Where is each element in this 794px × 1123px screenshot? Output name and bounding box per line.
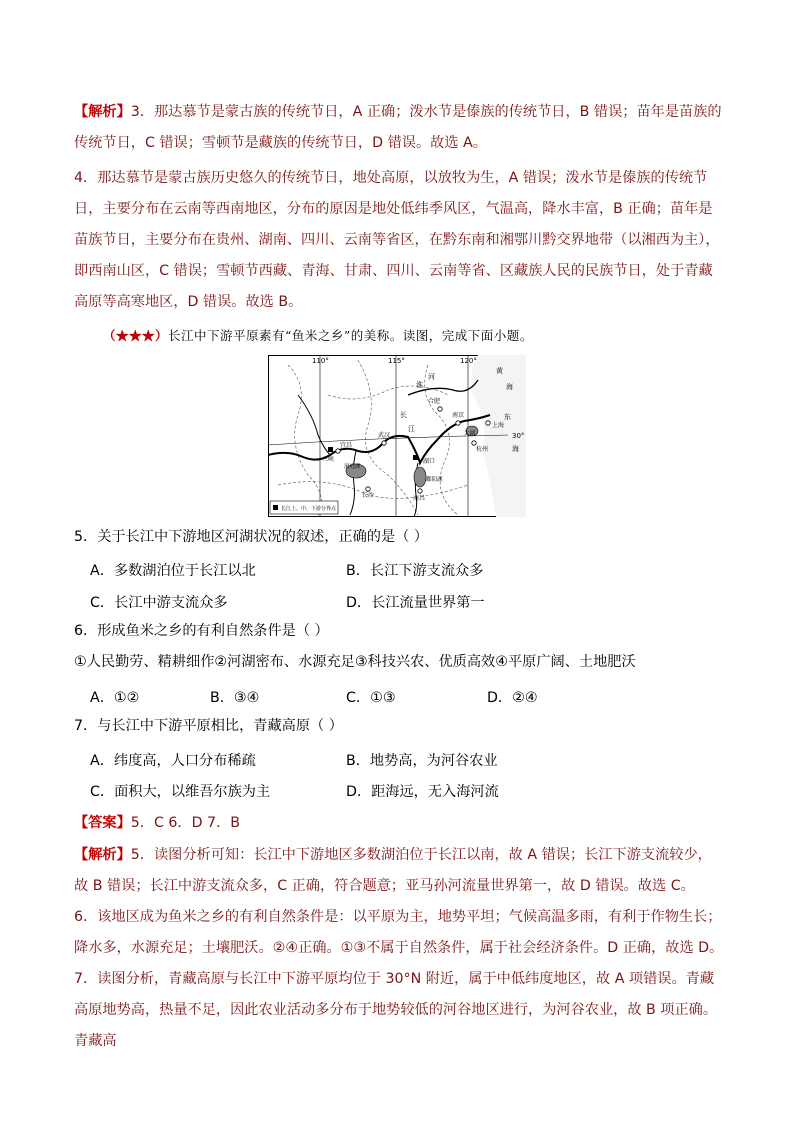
map-legend-text: 长江上、中、下游分界点 [281, 506, 337, 512]
q7-option-c[interactable]: C．面积大，以维吾尔族为主 [90, 784, 271, 800]
question-intro [103, 326, 533, 344]
q7-option-d[interactable]: D．距海远，无入海河流 [346, 784, 499, 800]
map-river-he: 河 [428, 373, 435, 381]
map-sea-hai-1: 海 [506, 383, 513, 391]
map-sea-hai-2: 海 [512, 445, 519, 453]
map-river-jiang: 江 [408, 425, 415, 433]
q7-option-b[interactable]: B．地势高，为河谷农业 [346, 753, 498, 769]
q6-option-d[interactable]: D．②④ [487, 690, 538, 706]
question-6-stem: 6．形成鱼米之乡的有利自然条件是（ ） [74, 623, 329, 639]
answer-tag: 【答案】 [74, 815, 131, 831]
answer-line [74, 808, 724, 839]
q5-option-b[interactable]: B．长江下游支流众多 [346, 563, 484, 579]
map-river-chang: 长 [400, 411, 407, 419]
yangtze-map [268, 355, 526, 517]
q6-option-b[interactable]: B．③④ [210, 690, 260, 706]
map-river-huai: 淮 [416, 381, 423, 389]
intro-text: 长江中下游平原素有“鱼米之乡”的美称。读图，完成下面小题。 [168, 328, 533, 343]
map-lake-taihu: 太湖 [464, 431, 476, 437]
map-city-hefei: 合肥 [428, 398, 441, 405]
q7-option-a[interactable]: A．纬度高，人口分布稀疏 [90, 753, 256, 769]
map-lake-poyang: 鄱阳湖 [426, 477, 443, 483]
map-city-yichang: 宜昌 [340, 442, 353, 449]
analysis-text-5: 5．读图分析可知：长江中下游地区多数湖泊位于长江以南，故 A 错误；长江下游支流较少，故 B 错误；长江中游支流众多，C 正确，符合题意；亚马孙河流量世界第一，故 D 错误。故选 C。 [74, 847, 712, 894]
map-lon-120: 120° [460, 357, 477, 365]
q6-option-c[interactable]: C．①③ [346, 690, 396, 706]
map-sea-dong: 东 [504, 413, 511, 421]
map-lake-dongting: 洞庭湖 [344, 464, 361, 470]
analysis-tag: 【解析】 [74, 104, 131, 120]
q5-option-c[interactable]: C．长江中游支流众多 [90, 595, 228, 611]
analysis-paragraph-3 [74, 97, 724, 159]
analysis-text-3: 3．那达慕节是蒙古族的传统节日，A 正确；泼水节是傣族的传统节日，B 错误；苗年是苗族的传统节日，C 错误；雪顿节是藏族的传统节日，D 错误。故选 A。 [74, 104, 722, 151]
map-city-changsha: 长沙 [362, 492, 375, 499]
difficulty-stars: （★★★） [103, 328, 169, 343]
analysis-paragraph-6: 6．该地区成为鱼米之乡的有利自然条件是：以平原为主，地势平坦；气候高温多雨，有利于作物生长；降水多，水源充足；土壤肥沃。②④正确。①③不属于自然条件，属于社会经济条件。D 正确，故选 D。 [74, 909, 724, 956]
question-5-stem: 5．关于长江中下游地区河湖状况的叙述，正确的是（ ） [74, 529, 429, 545]
map-hukou: 湖口 [423, 458, 436, 465]
analysis-paragraph-4: 4．那达慕节是蒙古族历史悠久的传统节日，地处高原，以放牧为生，A 错误；泼水节是傣族的传统节日，主要分布在云南等西南地区，分布的原因是地处低纬季风区，气温高，降水丰富，B 正确；苗年是苗族节日，主要分布在贵州、湖南、四川、云南等省区，在黔东南和湘鄂川黔交界地带（以湘西为主），即西南山区，C 错误；雪顿节西藏、青海、甘肃、四川、云南等省、区藏族人民的民族节日，处于青藏高原等高寒地区，D 错误。故选 B。 [74, 170, 720, 310]
map-lat-30: 30° [512, 432, 525, 440]
q6-option-a[interactable]: A．①② [90, 690, 140, 706]
map-lon-115: 115° [388, 357, 405, 365]
analysis-tag-bottom: 【解析】 [74, 847, 131, 863]
question-6-conditions: ①人民勤劳、精耕细作②河湖密布、水源充足③科技兴农、优质高效④平原广阔、土地肥沃 [74, 654, 636, 670]
q5-option-d[interactable]: D．长江流量世界第一 [346, 595, 485, 611]
q5-option-a[interactable]: A．多数湖泊位于长江以北 [90, 563, 256, 579]
map-city-wuhan: 武汉 [378, 432, 391, 439]
map-lon-110: 110° [312, 357, 329, 365]
answer-text: 5．C 6．D 7．B [130, 815, 240, 831]
map-sea-huang: 黄 [496, 367, 503, 375]
analysis-paragraph-7: 7．读图分析，青藏高原与长江中下游平原均位于 30°N 附近，属于中低纬度地区，故 A 项错误。青藏高原地势高，热量不足，因此农业活动多分布于地势较低的河谷地区进行，为河谷农业，故 B 项正确。青藏高 [74, 971, 718, 1049]
map-city-nanjing: 南京 [452, 412, 465, 419]
map-city-shanghai: 上海 [492, 422, 505, 429]
map-city-nanchang: 南昌 [413, 495, 426, 502]
analysis-paragraph-5 [74, 840, 724, 902]
map-sanxia: 三峡 [322, 456, 335, 463]
map-city-hangzhou: 杭州 [476, 446, 489, 453]
question-7-stem: 7．与长江中下游平原相比，青藏高原（ ） [74, 718, 343, 734]
